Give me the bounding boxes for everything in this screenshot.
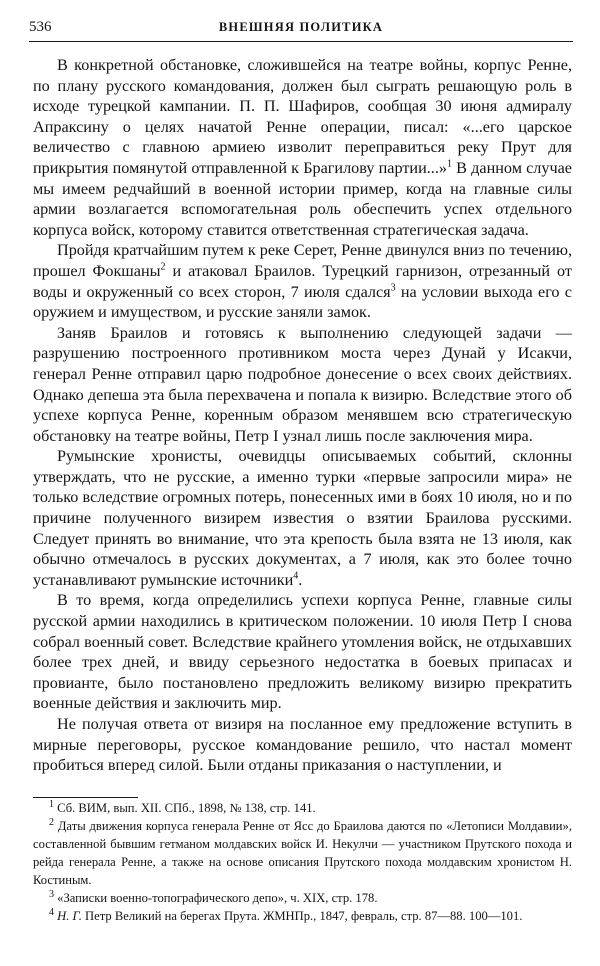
paragraph-text: и атаковал Браилов. Турецкий гарнизон, отрезанный от воды и окруженный со всех сторон, 7 июля сдался xyxy=(33,261,572,301)
running-title: ВНЕШНЯЯ ПОЛИТИКА xyxy=(218,20,384,34)
paragraph-text: Заняв Браилов и готовясь к выполнению следующей задачи — разрушению построенного противником моста через Дунай у Исакчи, генерал Ренне отправил царю подробное донесение о всех своих действиях. Однако депеша эта была перехвачена и попала к визирю. Вследствие этого об успехе корпуса Ренне, коренным образом менявшем всю стратегическую обстановку на театре войны, Петр I узнал лишь после заключения мира. xyxy=(33,323,572,445)
footnote-text: «Записки военно-топографического депо», ч. XIX, стр. 178. xyxy=(54,891,378,905)
paragraph-text: В конкретной обстановке, сложившейся на театре войны, корпус Ренне, по плану русского командования, должен был сыграть решающую роль в исходе турецкой кампании. П. П. Шафиров, сообщая 30 июня адмиралу Апраксину о целях начатой Ренне операции, писал: «...его царское величество с главною армиею изволит переправиться реку Прут для прикрытия помянутой отправленной к Брагилову партии...» xyxy=(33,56,572,177)
paragraph xyxy=(33,590,572,714)
paragraph-text: Пройдя кратчайшим путем к реке Серет, Ренне двинулся вниз по течению, прошел Фокшаны xyxy=(33,241,572,280)
paragraph xyxy=(33,714,572,776)
footnote-ref[interactable]: 2 xyxy=(160,261,166,273)
paragraph xyxy=(33,240,572,322)
footnote-text: Сб. ВИМ, вып. XII. СПб., 1898, № 138, стр. 141. xyxy=(54,801,316,815)
footnote-number: 2 xyxy=(49,816,54,828)
footnote-text: Петр Великий на берегах Прута. ЖМНПр., 1847, февраль, стр. 87—88. 100—101. xyxy=(81,909,523,923)
footnote-number: 1 xyxy=(49,798,54,810)
footnote xyxy=(33,817,572,889)
page-number: 536 xyxy=(29,19,52,35)
footnote-ref[interactable]: 3 xyxy=(390,282,396,294)
footnote xyxy=(33,907,572,925)
page-header xyxy=(29,17,573,42)
footnote-author: Н. Г. xyxy=(54,909,82,923)
paragraph-text: Румынские хронисты, очевидцы описываемых событий, склонны утверждать, что не русские, а именно турки «первые запросили мира» не только вследствие огромных потерь, понесенных ими в боях 10 июля, но и по причине полученного визирем известия о взятии Браилова русскими. Следует принять во внимание, что эта крепость была взята не 13 июля, как обычно отмечалось в русских документах, а 7 июля, как это более точно устанавливают румынские источники xyxy=(33,447,572,589)
paragraph xyxy=(33,55,572,240)
paragraph-text: на условии выхода его с оружием и имуществом, и русские заняли замок. xyxy=(33,282,572,322)
footnote-ref[interactable]: 4 xyxy=(293,570,299,582)
footnote-ref[interactable]: 1 xyxy=(447,158,452,170)
paragraph xyxy=(33,323,572,447)
footnote-number: 3 xyxy=(49,888,54,900)
paragraph-text: Не получая ответа от визиря на посланное ему предложение вступить в мирные переговоры, русское командование решило, что настал момент пробиться вперед силой. Были отданы приказания о наступлении, и xyxy=(33,715,572,775)
main-text xyxy=(33,55,572,776)
footnote xyxy=(33,799,572,817)
paragraph-text: В данном случае мы имеем редчайший в военной истории пример, когда на главные силы армии возлагается вспомогательная роль обеспечить успех отдельного корпуса войск, которому ставится ответственная стратегическая задача. xyxy=(33,158,572,239)
footnote-text: Даты движения корпуса генерала Ренне от Ясс до Браилова даются по «Летописи Молдавии», составленной бывшим гетманом молдавских войск И. Некулчи — участником Прутского похода и рейда генерала Ренне, а также на основе описания Прутского похода молдавским хронистом Н. Костиным. xyxy=(33,819,572,887)
footnote xyxy=(33,889,572,907)
footnotes xyxy=(33,799,572,925)
footnote-number: 4 xyxy=(49,906,54,918)
paragraph xyxy=(33,446,572,590)
paragraph-text: . xyxy=(298,570,303,589)
paragraph-text: В то время, когда определились успехи корпуса Ренне, главные силы русской армии находились в критическом положении. 10 июля Петр I снова собрал военный совет. Вследствие крайнего утомления войск, не отдыхавших более трех дней, и ввиду серьезного недостатка в боевых припасах и провианте, было постановлено предложить великому визирю прекратить военные действия и заключить мир. xyxy=(33,591,572,713)
